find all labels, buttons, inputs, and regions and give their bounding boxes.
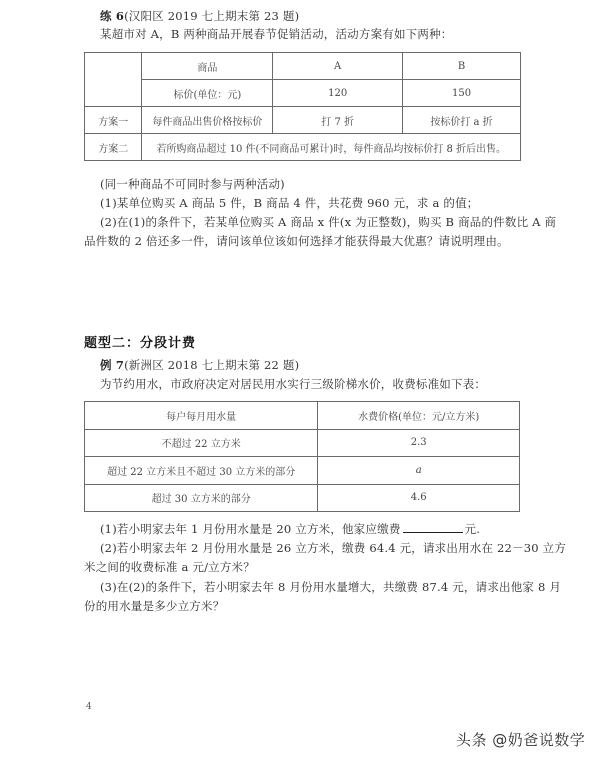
table-cell: 方案一 (85, 107, 142, 134)
table-cell: 方案二 (85, 134, 142, 161)
exercise-6-question-1: (1)某单位购买 A 商品 5 件，B 商品 4 件，共花费 960 元，求 a 的值； (100, 196, 479, 210)
table-row (85, 134, 521, 161)
exercise-6-source: (汉阳区 2019 七上期末第 23 题) (124, 9, 300, 23)
table-cell: B (403, 53, 521, 80)
answer-blank (403, 520, 463, 533)
table-row (85, 484, 520, 512)
table-cell: 2.3 (318, 429, 520, 457)
table-header-cell: 水费价格(单位：元/立方米) (318, 402, 520, 430)
example-7-question-3-line-2: 份的用水量是多少立方米？ (84, 599, 225, 613)
table-row (85, 80, 521, 107)
promotion-plan-table (84, 52, 521, 161)
table-cell: 不超过 22 立方米 (85, 429, 318, 457)
example-7-source: (新洲区 2018 七上期末第 22 题) (124, 358, 300, 372)
table-row (85, 457, 520, 485)
table-cell: 超过 22 立方米且不超过 30 立方米的部分 (85, 457, 318, 485)
table-cell: 打 7 折 (273, 107, 403, 134)
example-7-heading (100, 357, 299, 373)
table-cell: 标价(单位：元) (142, 80, 273, 107)
table-cell: a (318, 457, 520, 485)
exercise-6-question-2-line-1: (2)在(1)的条件下，若某单位购买 A 商品 x 件(x 为正整数)，购买 B 商品的件数比 A 商 (100, 215, 557, 229)
exercise-6-label: 练 6 (100, 9, 125, 23)
watermark: 头条 @奶爸说数学 (456, 731, 586, 749)
example-7-question-2-line-1: (2)若小明家去年 2 月份用水量是 26 立方米，缴费 64.4 元，请求出用水在 22－30 立方 (100, 541, 567, 555)
section-title: 题型二：分段计费 (84, 336, 197, 351)
example-7-intro: 为节约用水，市政府决定对居民用水实行三级阶梯水价，收费标准如下表： (100, 377, 487, 391)
water-price-table (84, 401, 520, 512)
table-cell: 按标价打 a 折 (403, 107, 521, 134)
example-7-question-1 (100, 520, 480, 537)
table-cell: 若所购商品超过 10 件(不同商品可累计)时，每件商品均按标价打 8 折后出售。 (142, 134, 521, 161)
example-7-question-2-line-2: 米之间的收费标准 a 元/立方米？ (84, 560, 255, 574)
exercise-6-question-2-line-2: 品件数的 2 倍还多一件，请问该单位该如何选择才能获得最大优惠？请说明理由。 (84, 234, 509, 248)
table-cell: 150 (403, 80, 521, 107)
exercise-6-heading (100, 8, 299, 24)
table-cell: A (273, 53, 403, 80)
table-header-row (85, 402, 520, 430)
example-7-label: 例 7 (100, 358, 125, 372)
exercise-6-note: (同一种商品不可同时参与两种活动) (100, 177, 285, 191)
table-header-cell: 每户每月用水量 (85, 402, 318, 430)
page-number: 4 (86, 702, 92, 712)
table-cell: 超过 30 立方米的部分 (85, 484, 318, 512)
exercise-6-intro: 某超市对 A，B 两种商品开展春节促销活动，活动方案有如下两种： (100, 27, 453, 41)
table-row (85, 429, 520, 457)
table-row (85, 107, 521, 134)
table-cell: 120 (273, 80, 403, 107)
table-cell: 4.6 (318, 484, 520, 512)
table-cell: 商品 (142, 53, 273, 80)
table-cell-empty (85, 53, 142, 107)
question-1-unit: 元. (464, 522, 481, 536)
example-7-question-3-line-1: (3)在(2)的条件下，若小明家去年 8 月份用水量增大，共缴费 87.4 元，请求出他家 8 月 (100, 580, 562, 594)
question-1-text: (1)若小明家去年 1 月份用水量是 20 立方米，他家应缴费 (100, 522, 401, 536)
table-cell: 每件商品出售价格按标价 (142, 107, 273, 134)
table-row (85, 53, 521, 80)
